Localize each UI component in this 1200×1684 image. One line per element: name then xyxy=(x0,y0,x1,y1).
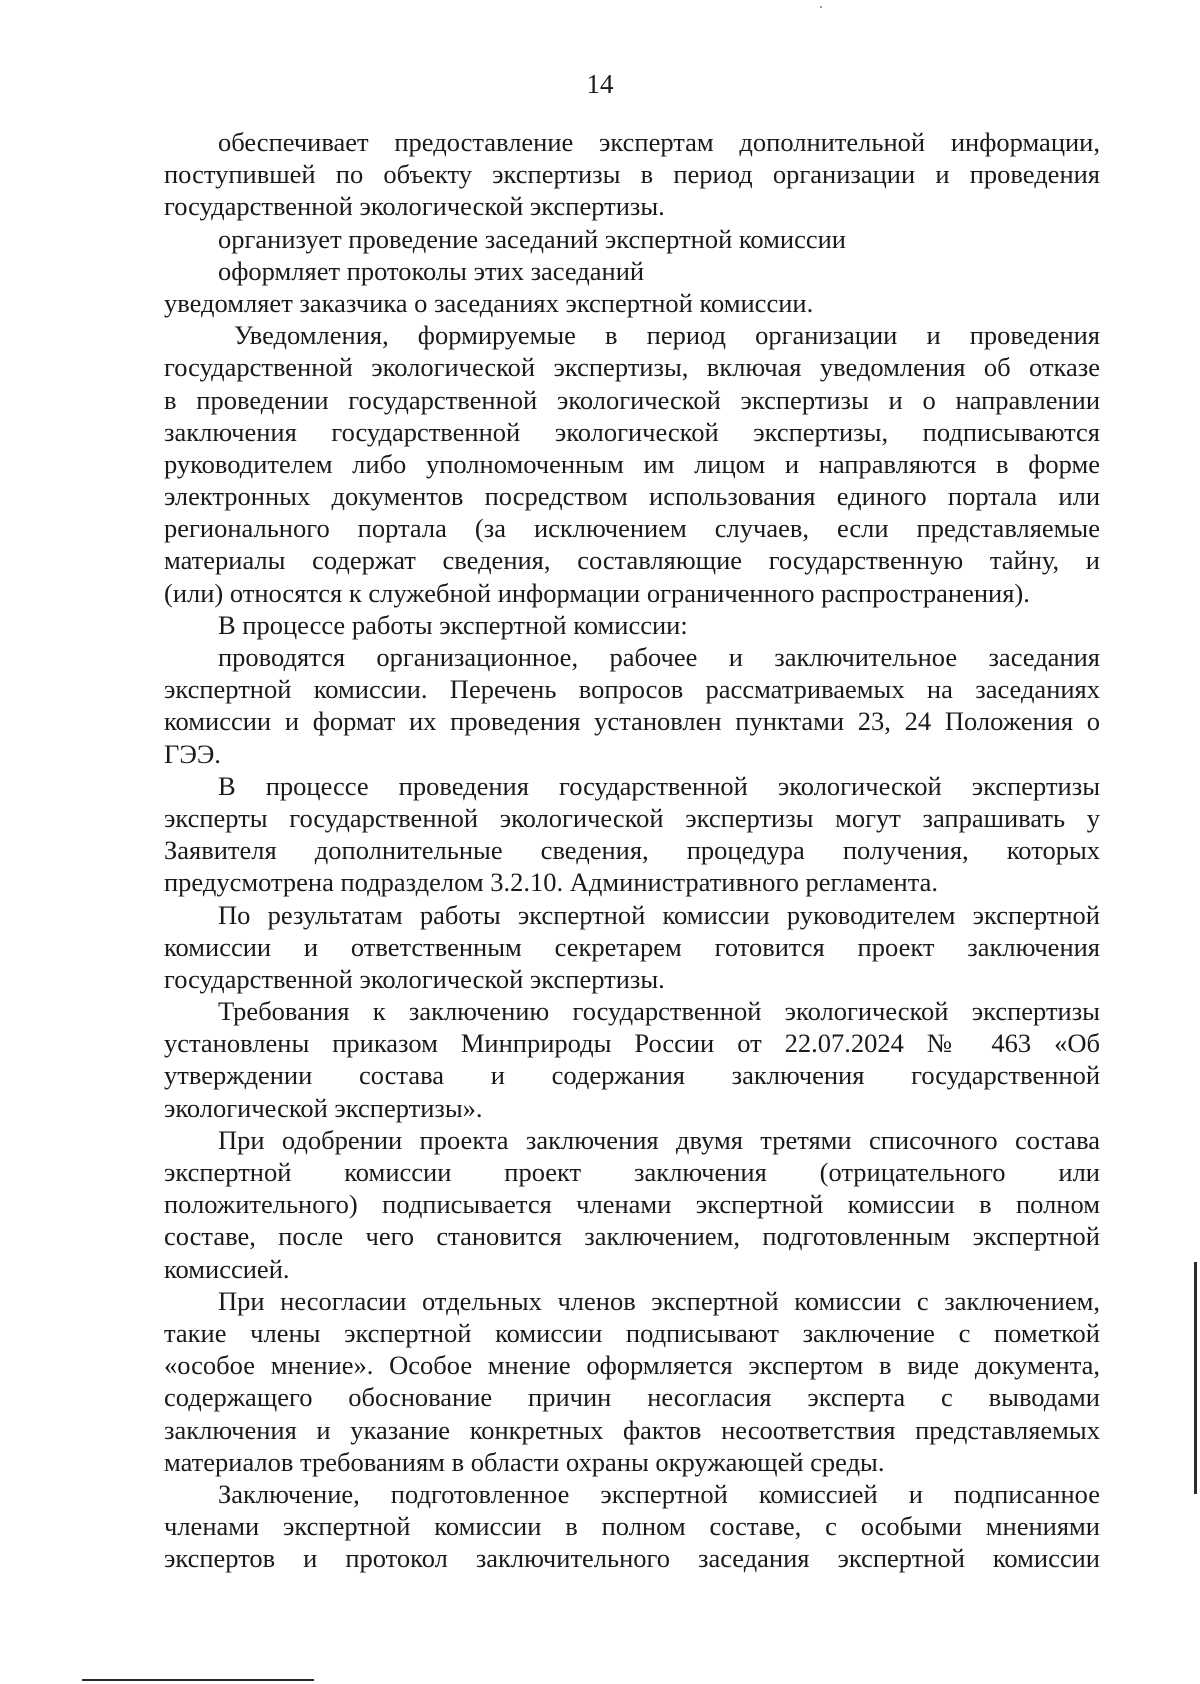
text-line: экспертной комиссии. Перечень вопросов рассматриваемых на заседаниях xyxy=(164,674,1100,705)
text-line: регионального портала (за исключением случаев, если представляемые xyxy=(164,513,1100,544)
text-line: (или) относятся к служебной информации ограниченного распространения). xyxy=(164,577,1030,608)
text-line: Требования к заключению государственной экологической экспертизы xyxy=(218,996,1100,1027)
text-line: организует проведение заседаний экспертной комиссии xyxy=(218,223,846,254)
text-line: руководителем либо уполномоченным им лицом и направляются в форме xyxy=(164,448,1100,479)
text-line: экспертов и протокол заключительного заседания экспертной комиссии xyxy=(164,1543,1100,1574)
text-line: положительного) подписывается членами экспертной комиссии в полном xyxy=(164,1189,1100,1220)
text-line: предусмотрена подразделом 3.2.10. Административного регламента. xyxy=(164,867,938,898)
text-line: экологической экспертизы». xyxy=(164,1092,483,1123)
text-line: содержащего обоснование причин несогласия эксперта с выводами xyxy=(164,1382,1100,1413)
text-line: ГЭЭ. xyxy=(164,738,221,769)
page-number: 14 xyxy=(586,69,614,99)
text-line: эксперты государственной экологической экспертизы могут запрашивать у xyxy=(164,802,1100,833)
text-line: составе, после чего становится заключением, подготовленным экспертной xyxy=(164,1221,1100,1252)
text-line: заключения и указание конкретных фактов несоответствия представляемых xyxy=(164,1414,1100,1445)
text-line: государственной экологической экспертизы. xyxy=(164,191,665,222)
text-line: материалы содержат сведения, составляющие государственную тайну, и xyxy=(164,545,1100,576)
text-line: уведомляет заказчика о заседаниях экспертной комиссии. xyxy=(164,287,814,318)
text-line: В процессе работы экспертной комиссии: xyxy=(218,609,688,640)
text-line: экспертной комиссии проект заключения (отрицательного или xyxy=(164,1157,1100,1187)
text-line: «особое мнение». Особое мнение оформляется экспертом в виде документа, xyxy=(164,1350,1100,1381)
text-line: Уведомления, формируемые в период организации и проведения xyxy=(234,320,1100,351)
text-line: комиссией. xyxy=(164,1253,290,1284)
text-line: установлены приказом Минприроды России от 22.07.2024 № 463 «Об xyxy=(164,1028,1100,1059)
footnote-rule xyxy=(82,1679,314,1681)
text-line: комиссии и формат их проведения установлен пунктами 23, 24 Положения о xyxy=(164,706,1100,737)
text-line: в проведении государственной экологической экспертизы и о направлении xyxy=(164,384,1100,415)
text-line: При несогласии отдельных членов экспертной комиссии с заключением, xyxy=(218,1285,1100,1316)
text-line: материалов требованиям в области охраны окружающей среды. xyxy=(164,1446,885,1477)
text-line: проводятся организационное, рабочее и заключительное заседания xyxy=(218,642,1100,672)
text-line: комиссии и ответственным секретарем готовится проект заключения xyxy=(164,931,1100,962)
text-line: такие члены экспертной комиссии подписывают заключение с пометкой xyxy=(164,1317,1100,1348)
text-line: обеспечивает предоставление экспертам дополнительной информации, xyxy=(218,127,1100,157)
text-line: государственной экологической экспертизы. xyxy=(164,963,665,994)
scan-speck xyxy=(820,6,822,8)
text-line: Заключение, подготовленное экспертной комиссией и подписанное xyxy=(218,1478,1100,1509)
text-line: Заявителя дополнительные сведения, процедура получения, которых xyxy=(164,835,1100,866)
text-line: поступившей по объекту экспертизы в период организации и проведения xyxy=(164,159,1100,190)
text-line: электронных документов посредством использования единого портала или xyxy=(164,481,1100,512)
text-line: По результатам работы экспертной комиссии руководителем экспертной xyxy=(218,899,1100,930)
text-line: При одобрении проекта заключения двумя третями списочного состава xyxy=(218,1124,1100,1155)
text-line: В процессе проведения государственной экологической экспертизы xyxy=(218,770,1100,801)
text-line: оформляет протоколы этих заседаний xyxy=(218,255,645,286)
text-line: членами экспертной комиссии в полном составе, с особыми мнениями xyxy=(164,1511,1100,1542)
text-line: заключения государственной экологической экспертизы, подписываются xyxy=(164,416,1100,447)
text-line: утверждении состава и содержания заключения государственной xyxy=(164,1060,1100,1091)
document-body xyxy=(164,126,1100,1574)
margin-bar xyxy=(1194,1262,1197,1494)
text-line: государственной экологической экспертизы, включая уведомления об отказе xyxy=(164,352,1100,383)
